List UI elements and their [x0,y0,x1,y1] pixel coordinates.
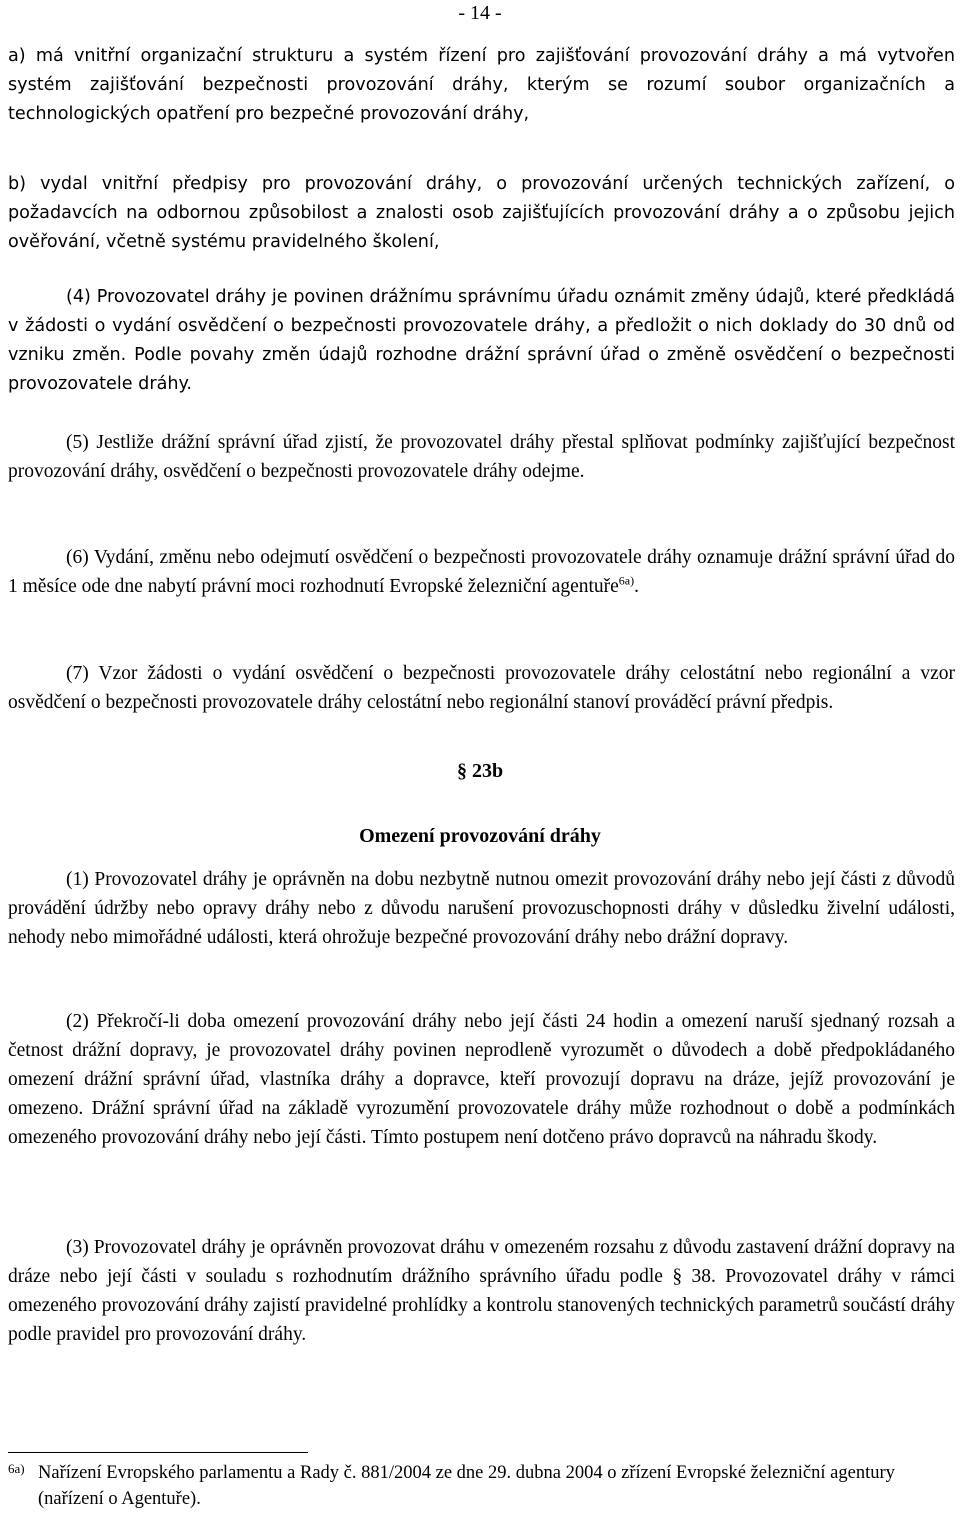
footnote [8,1460,955,1512]
paragraph-6-text: (6) Vydání, změnu nebo odejmutí osvědčení o bezpečnosti provozovatele dráhy oznamuje drážní správní úřad do 1 měsíce ode dne nabytí právní moci rozhodnutí Evropské železniční agentuře [8,547,955,597]
section-number: § 23b [456,760,504,782]
paragraph-6 [8,543,955,601]
footnote-ref-6a: 6a) [618,573,635,588]
footnote-mark: 6a) [8,1461,25,1476]
item-b: b) vydal vnitřní předpisy pro provozování dráhy, o provozování určených technických zařízení, o požadavcích na odbornou způsobilost a znalosti osob zajišťujících provozování dráhy a o způsobu jejich ověřování, včetně systému pravidelného školení, [8,174,955,252]
paragraph-5: (5) Jestliže drážní správní úřad zjistí, že provozovatel dráhy přestal splňovat podmínky zajišťující bezpečnost provozování dráhy, osvědčení o bezpečnosti provozovatele dráhy odejme. [8,432,955,482]
section-paragraph-1: (1) Provozovatel dráhy je oprávněn na dobu nezbytně nutnou omezit provozování dráhy nebo její části z důvodů provádění údržby nebo opravy dráhy nebo z důvodu narušení provozuschopnosti dráhy v důsledku živelní události, nehody nebo mimořádné události, která ohrožuje bezpečné provozování dráhy nebo drážní dopravy. [8,869,955,948]
paragraph-6-end: . [634,576,639,597]
item-a: a) má vnitřní organizační strukturu a systém řízení pro zajišťování provozování dráhy a má vytvořen systém zajišťování bezpečnosti provozování dráhy, kterým se rozumí soubor organizačních a technologických opatření pro bezpečné provozování dráhy, [8,46,955,124]
section-title: Omezení provozování dráhy [359,825,601,847]
paragraph-4: (4) Provozovatel dráhy je povinen drážnímu správnímu úřadu oznámit změny údajů, které předkládá v žádosti o vydání osvědčení o bezpečnosti provozovatele dráhy, a předložit o nich doklady do 30 dnů od vzniku změn. Podle povahy změn údajů rozhodne drážní správní úřad o změně osvědčení o bezpečnosti provozovatele dráhy. [8,287,955,394]
section-paragraph-2: (2) Překročí-li doba omezení provozování dráhy nebo její části 24 hodin a omezení naruší sjednaný rozsah a četnost drážní dopravy, je provozovatel dráhy povinen neprodleně vyrozumět o důvodech a době předpokládaného omezení drážní správní úřad, vlastníka dráhy a dopravce, kteří provozují dopravu na dráze, jejíž provozování je omezeno. Drážní správní úřad na základě vyrozumění provozovatele dráhy může rozhodnout o době a podmínkách omezeného provozování dráhy nebo její části. Tímto postupem není dotčeno právo dopravců na náhradu škody. [8,1011,955,1148]
footnote-separator [8,1452,308,1453]
section-paragraph-3: (3) Provozovatel dráhy je oprávněn provozovat dráhu v omezeném rozsahu z důvodu zastavení drážní dopravy na dráze nebo její části v souladu s rozhodnutím drážního správního úřadu podle § 38. Provozovatel dráhy v rámci omezeného provozování dráhy zajistí pravidelné prohlídky a kontrolu stanovených technických parametrů součástí dráhy podle pravidel pro provozování dráhy. [8,1237,955,1345]
page-number: - 14 - [458,2,502,24]
footnote-text: Nařízení Evropského parlamentu a Rady č. 881/2004 ze dne 29. dubna 2004 o zřízení Evropské železniční agentury (nařízení o Agentuře). [38,1463,895,1509]
paragraph-7: (7) Vzor žádosti o vydání osvědčení o bezpečnosti provozovatele dráhy celostátní nebo regionální a vzor osvědčení o bezpečnosti provozovatele dráhy celostátní nebo regionální stanoví prováděcí právní předpis. [8,663,955,713]
